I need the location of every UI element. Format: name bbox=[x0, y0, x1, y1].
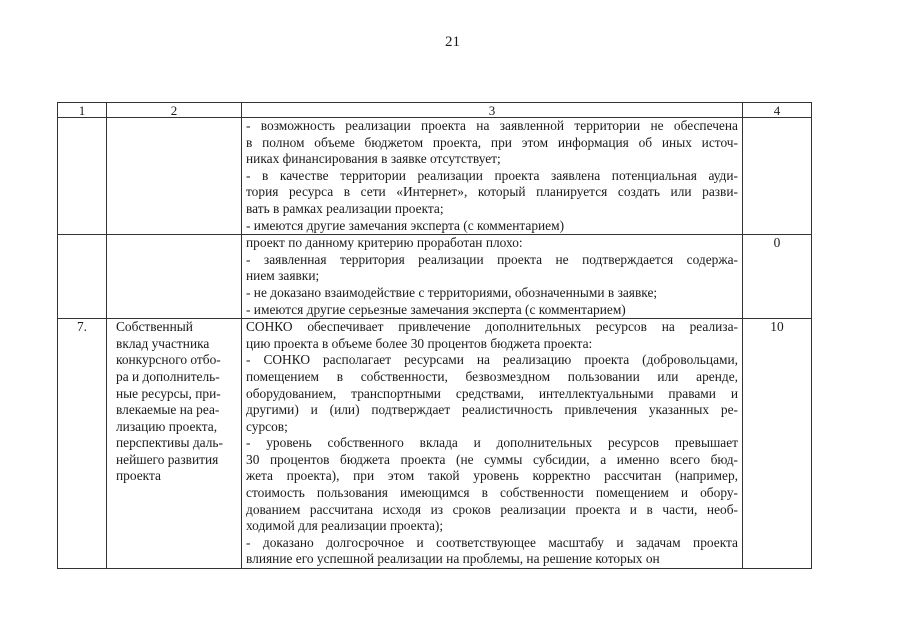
description-line: - СОНКО располагает ресурсами на реализацию проекта (добровольцами, bbox=[246, 352, 738, 368]
description-line: дованием рассчитана исходя из сроков реализации проекта и в части, необ- bbox=[246, 501, 738, 517]
row-number: 7. bbox=[58, 319, 107, 569]
description-line: нием заявки; bbox=[246, 268, 320, 284]
description-line: - в качестве территории реализации проекта заявлена потенциальная ауди- bbox=[246, 167, 738, 183]
description-line: никах финансирования в заявке отсутствует; bbox=[246, 151, 501, 167]
description-line: - заявленная территория реализации проекта не подтверждается содержа- bbox=[246, 251, 738, 267]
criteria-table bbox=[57, 102, 812, 569]
criterion-line: влекаемые на реа- bbox=[116, 402, 220, 418]
score: 10 bbox=[743, 319, 812, 569]
criterion-description bbox=[242, 235, 743, 319]
criterion-description bbox=[242, 118, 743, 235]
criterion-description bbox=[242, 319, 743, 569]
criterion-line: Собственный bbox=[116, 319, 193, 335]
description-line: сурсов; bbox=[246, 418, 288, 434]
description-line: - возможность реализации проекта на заявленной территории не обеспечена bbox=[246, 118, 738, 133]
score: 0 bbox=[743, 235, 812, 319]
table-row bbox=[58, 235, 812, 319]
criterion-name bbox=[107, 235, 242, 319]
criterion-line: лизацию проекта, bbox=[116, 418, 218, 434]
description-line: - не доказано взаимодействие с территориями, обозначенными в заявке; bbox=[246, 284, 658, 300]
table-header-row bbox=[58, 103, 812, 118]
description-line: - имеются другие серьезные замечания эксперта (с комментарием) bbox=[246, 301, 626, 317]
description-line: оборудованием, транспортными средствами, интеллектуальными правами и bbox=[246, 385, 738, 401]
description-line: - уровень собственного вклада и дополнительных ресурсов превышает bbox=[246, 435, 738, 451]
description-line: - имеются другие замечания эксперта (с комментарием) bbox=[246, 217, 565, 233]
criterion-line: нейшего развития bbox=[116, 451, 219, 467]
description-line: помещением в собственности, безвозмездном пользовании или аренде, bbox=[246, 368, 738, 384]
description-line: ходимой для реализации проекта); bbox=[246, 518, 444, 534]
description-line: 30 процентов бюджета проекта (не суммы субсидии, а именно всего бюд- bbox=[246, 451, 738, 467]
description-line: цию проекта в объеме более 30 процентов бюджета проекта: bbox=[246, 335, 593, 351]
row-number bbox=[58, 235, 107, 319]
table-row bbox=[58, 118, 812, 235]
description-line: в полном объеме бюджетом проекта, при этом информация об иных источ- bbox=[246, 134, 738, 150]
criterion-line: перспективы даль- bbox=[116, 435, 223, 451]
criterion-line: конкурсного отбо- bbox=[116, 352, 221, 368]
criterion-line: ра и дополнитель- bbox=[116, 368, 220, 384]
description-line: стоимость пользования имеющимся в собственности помещением и обору- bbox=[246, 485, 738, 501]
description-line: другими) и (или) подтверждает реалистичность привлечения указанных ре- bbox=[246, 402, 738, 418]
score bbox=[743, 118, 812, 235]
header-col-3: 3 bbox=[242, 103, 743, 118]
criterion-name bbox=[107, 319, 242, 569]
table-row bbox=[58, 319, 812, 569]
header-col-2: 2 bbox=[107, 103, 242, 118]
description-line: вать в рамках реализации проекта; bbox=[246, 200, 444, 216]
header-col-1: 1 bbox=[58, 103, 107, 118]
description-line: - доказано долгосрочное и соответствующее масштабу и задачам проекта bbox=[246, 534, 738, 550]
page-number: 21 bbox=[445, 34, 460, 50]
description-line: влияние его успешной реализации на проблемы, на решение которых он bbox=[246, 551, 660, 567]
criterion-name bbox=[107, 118, 242, 235]
criterion-line: вклад участника bbox=[116, 335, 210, 351]
criterion-line: ные ресурсы, при- bbox=[116, 385, 221, 401]
criterion-line: проекта bbox=[116, 468, 161, 484]
description-line: жета проекта), при этом такой уровень корректно рассчитан (например, bbox=[246, 468, 738, 484]
description-line: СОНКО обеспечивает привлечение дополнительных ресурсов на реализа- bbox=[246, 319, 738, 335]
description-line: проект по данному критерию проработан плохо: bbox=[246, 235, 523, 251]
description-line: тория ресурса в сети «Интернет», который планируется создать или разви- bbox=[246, 184, 738, 200]
row-number bbox=[58, 118, 107, 235]
header-col-4: 4 bbox=[743, 103, 812, 118]
